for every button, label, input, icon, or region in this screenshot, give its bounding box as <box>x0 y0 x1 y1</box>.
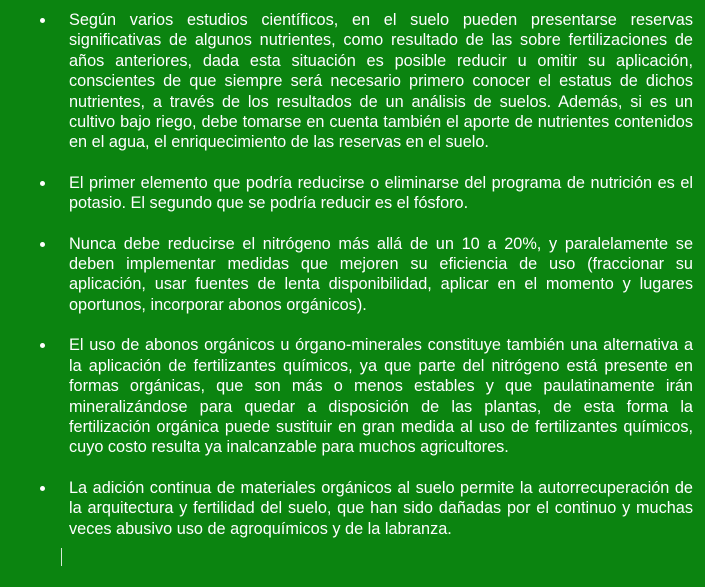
bullet-text: Nunca debe reducirse el nitrógeno más allá de un 10 a 20%, y paralelamente se deben implementar medidas que mejoren su eficiencia de uso (fraccionar su aplicación, usar fuentes de lenta disponibilidad, aplicar en el momento y lugares oportunos, incorporar abonos orgánicos). <box>69 234 693 314</box>
bullet-dot-icon <box>40 181 45 186</box>
bullet-item <box>40 335 693 457</box>
text-cursor <box>61 548 62 566</box>
bullet-text: El primer elemento que podría reducirse o eliminarse del programa de nutrición es el potasio. El segundo que se podría reducir es el fósforo. <box>69 173 693 213</box>
bullet-item <box>40 234 693 316</box>
bullet-item <box>40 478 693 539</box>
bullet-text: Según varios estudios científicos, en el suelo pueden presentarse reservas significativas de algunos nutrientes, como resultado de las sobre fertilizaciones de años anteriores, dada esta situación es posible reducir u omitir su aplicación, conscientes de que siempre será necesario primero conocer el estatus de dichos nutrientes, a través de los resultados de un análisis de suelos. Además, si es un cultivo bajo riego, debe tomarse en cuenta también el aporte de nutrientes contenidos en el agua, el enriquecimiento de las reservas en el suelo. <box>69 11 693 152</box>
bullet-list <box>40 10 693 539</box>
bullet-dot-icon <box>40 242 45 247</box>
bullet-item <box>40 173 693 214</box>
bullet-dot-icon <box>40 18 45 23</box>
bullet-dot-icon <box>40 343 45 348</box>
bullet-dot-icon <box>40 486 45 491</box>
bullet-text: El uso de abonos orgánicos u órgano-minerales constituye también una alternativa a la aplicación de fertilizantes químicos, ya que parte del nitrógeno está presente en formas orgánicas, que son más o menos estables y que paulatinamente irán mineralizándose para quedar a disposición de las plantas, de esta forma la fertilización orgánica puede sustituir en gran medida al uso de fertilizantes químicos, cuyo costo resulta ya inalcanzable para muchos agricultores. <box>69 336 693 457</box>
bullet-item <box>40 10 693 153</box>
bullet-text: La adición continua de materiales orgánicos al suelo permite la autorrecuperación de la arquitectura y fertilidad del suelo, que han sido dañadas por el continuo y muchas veces abusivo uso de agroquímicos y de la labranza. <box>69 478 693 538</box>
